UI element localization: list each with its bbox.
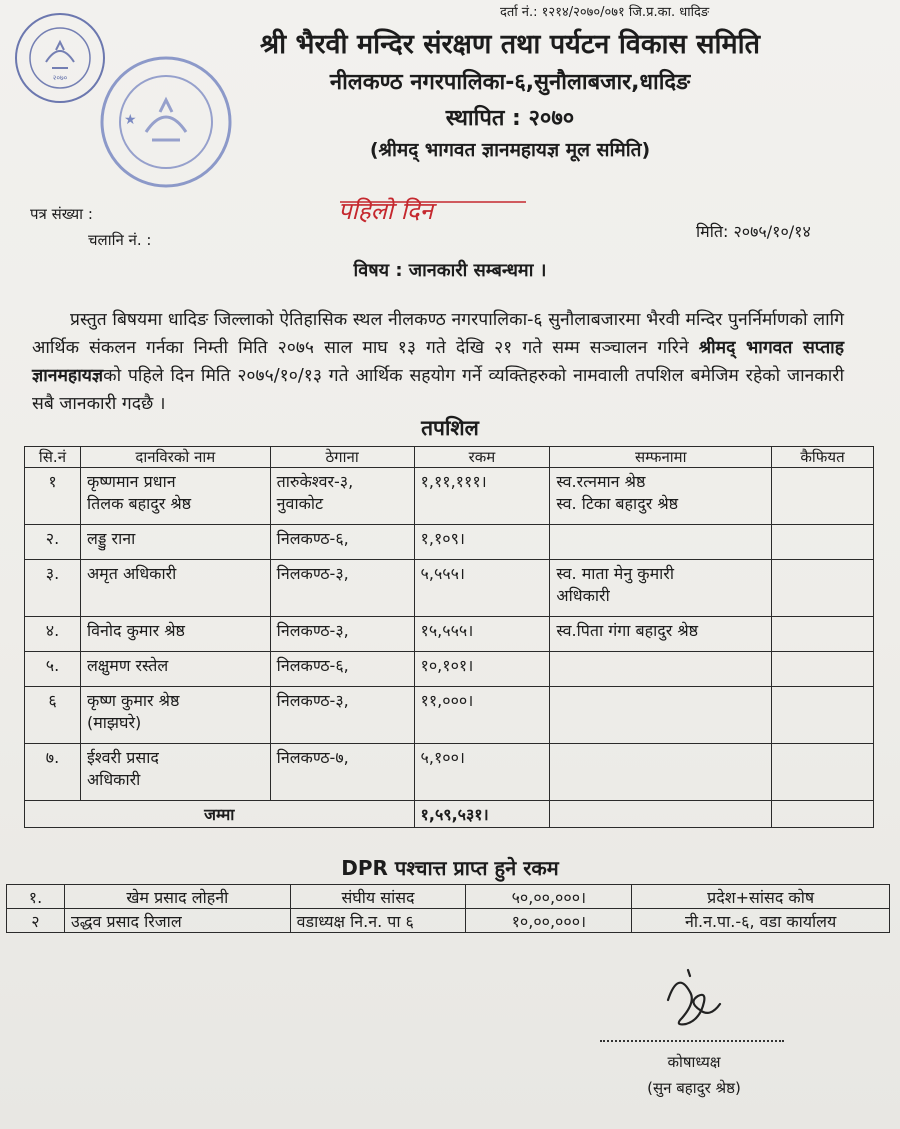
table-row <box>25 744 874 801</box>
total-label: जम्मा <box>25 801 415 828</box>
row-name-line1: कृष्णमान प्रधान <box>86 472 176 491</box>
signatory-name: (सुन बहादुर श्रेष्ठ) <box>647 1079 741 1097</box>
header-amount: रकम <box>414 447 550 468</box>
row-address: निलकण्ठ-६, <box>270 525 414 560</box>
table-row <box>25 687 874 744</box>
row-address <box>270 468 414 525</box>
row-memory <box>550 744 772 801</box>
row-address: निलकण्ठ-७, <box>270 744 414 801</box>
table-row <box>25 652 874 687</box>
table-header-row <box>25 447 874 468</box>
dpr-table <box>6 884 890 933</box>
table-title: तपशिल <box>421 416 479 440</box>
dpr-sn: १. <box>7 885 65 909</box>
dpr-source: नी.न.पा.-६, वडा कार्यालय <box>632 909 890 933</box>
row-address: निलकण्ठ-३, <box>270 560 414 617</box>
svg-text:२०७०: २०७० <box>52 74 68 82</box>
sub-committee: (श्रीमद् भागवत ज्ञानमहायज्ञ मूल समिति) <box>369 139 651 161</box>
dispatch-number-label: चलानि नं. : <box>88 231 152 249</box>
row-sn: ५. <box>25 652 81 687</box>
signature-line <box>600 1040 784 1042</box>
body-part-1: प्रस्तुत बिषयमा धादिङ जिल्लाको ऐतिहासिक स्थल नीलकण्ठ नगरपालिका-६ सुनौलाबजारमा भैरवी मन्दिर पुनर्निर्माणको लागि आर्थिक संकलन गर्नका निम्ती मिति २०७५ साल माघ १३ गते देखि २१ गते सम्म सञ्चालन गरिने <box>32 310 844 358</box>
row-amount: ११,०००। <box>414 687 550 744</box>
row-memory-line1: स्व. माता मेनु कुमारी <box>556 564 674 583</box>
body-part-2: को पहिले दिन मिति २०७५/१०/१३ गते आर्थिक सहयोग गर्ने व्यक्तिहरुको नामवाली तपशिल बमेजिम रहेको जानकारी सबै जानकारी गदछै । <box>32 366 844 414</box>
organization-title: श्री भैरवी मन्दिर संरक्षण तथा पर्यटन विकास समिति <box>260 29 760 60</box>
dpr-role: संघीय सांसद <box>290 885 466 909</box>
total-empty-cell <box>550 801 772 828</box>
row-name: विनोद कुमार श्रेष्ठ <box>80 617 270 652</box>
row-memory-line2: स्व. टिका बहादुर श्रेष्ठ <box>556 494 679 513</box>
dpr-title: DPR पश्चात्त प्राप्त हुने रकम <box>341 856 559 880</box>
table-row <box>25 468 874 525</box>
row-name-line2: तिलक बहादुर श्रेष्ठ <box>86 494 192 513</box>
row-amount: ५,५५५। <box>414 560 550 617</box>
letter-body <box>32 306 844 418</box>
body-bold-phrase: श्रीमद् भागवत सप्ताह ज्ञानमहायज्ञ <box>32 338 844 386</box>
letter-date: मिति: २०७५/१०/१४ <box>696 222 811 241</box>
table-row <box>25 560 874 617</box>
row-name: लड्डु राना <box>80 525 270 560</box>
row-sn: १ <box>25 468 81 525</box>
dpr-name: खेम प्रसाद लोहनी <box>64 885 290 909</box>
dpr-row <box>7 909 890 933</box>
row-address-line2: नुवाकोट <box>276 494 324 513</box>
reference-number-label: पत्र संख्या : <box>30 205 93 223</box>
row-remarks <box>772 525 874 560</box>
row-amount: ५,१००। <box>414 744 550 801</box>
table-row <box>25 525 874 560</box>
header-address: ठेगाना <box>270 447 414 468</box>
letter-subject: विषय : जानकारी सम्बन्धमा । <box>353 260 547 281</box>
row-name <box>80 744 270 801</box>
handwritten-signature-icon <box>648 960 738 1040</box>
row-name: लक्षुमण रस्तेल <box>80 652 270 687</box>
header-sn: सि.नं <box>25 447 81 468</box>
table-row <box>25 617 874 652</box>
row-name-line1: ईश्वरी प्रसाद <box>86 748 159 767</box>
row-address-line1: तारुकेश्वर-३, <box>276 472 354 491</box>
row-name: अमृत अधिकारी <box>80 560 270 617</box>
row-memory <box>550 687 772 744</box>
row-name-line2: (माझघरे) <box>86 713 142 732</box>
row-remarks <box>772 687 874 744</box>
row-amount: १०,१०१। <box>414 652 550 687</box>
registration-number: दर्ता नं.: १२१४/२०७०/०७१ जि.प्र.का. धादिङ <box>500 5 710 20</box>
header-remarks: कैफियत <box>772 447 874 468</box>
donor-table <box>24 446 874 828</box>
row-memory: स्व.पिता गंगा बहादुर श्रेष्ठ <box>550 617 772 652</box>
dpr-amount: १०,००,०००। <box>466 909 632 933</box>
header-donor-name: दानविरको नाम <box>80 447 270 468</box>
dpr-sn: २ <box>7 909 65 933</box>
row-address: निलकण्ठ-३, <box>270 617 414 652</box>
dpr-source: प्रदेश+सांसद कोष <box>632 885 890 909</box>
row-name <box>80 687 270 744</box>
row-amount: १,११,१११। <box>414 468 550 525</box>
established-year: स्थापित : २०७० <box>445 106 575 131</box>
row-sn: ३. <box>25 560 81 617</box>
dpr-name: उद्धव प्रसाद रिजाल <box>64 909 290 933</box>
total-row <box>25 801 874 828</box>
dpr-role: वडाध्यक्ष नि.न. पा ६ <box>290 909 466 933</box>
svg-text:★: ★ <box>124 112 137 128</box>
row-sn: ७. <box>25 744 81 801</box>
row-sn: ६ <box>25 687 81 744</box>
row-amount: १५,५५५। <box>414 617 550 652</box>
row-address: निलकण्ठ-३, <box>270 687 414 744</box>
row-amount: १,१०९। <box>414 525 550 560</box>
dpr-amount: ५०,००,०००। <box>466 885 632 909</box>
row-sn: २. <box>25 525 81 560</box>
dpr-row <box>7 885 890 909</box>
signatory-title: कोषाध्यक्ष <box>667 1053 721 1071</box>
row-memory-line2: अधिकारी <box>556 586 610 605</box>
total-amount: १,५९,५३१। <box>414 801 550 828</box>
total-empty-cell <box>772 801 874 828</box>
row-memory <box>550 652 772 687</box>
row-address: निलकण्ठ-६, <box>270 652 414 687</box>
row-name <box>80 468 270 525</box>
row-remarks <box>772 560 874 617</box>
committee-seal-icon <box>12 10 108 106</box>
row-memory-line1: स्व.रत्नमान श्रेष्ठ <box>556 472 646 491</box>
row-remarks <box>772 744 874 801</box>
row-memory <box>550 560 772 617</box>
row-remarks <box>772 468 874 525</box>
row-memory <box>550 525 772 560</box>
handwritten-day-note: पहिलो दिन <box>338 197 433 225</box>
row-sn: ४. <box>25 617 81 652</box>
row-name-line1: कृष्ण कुमार श्रेष्ठ <box>86 691 180 710</box>
underline-mark-icon <box>336 200 532 234</box>
row-name-line2: अधिकारी <box>86 770 141 789</box>
row-memory <box>550 468 772 525</box>
row-remarks <box>772 652 874 687</box>
row-remarks <box>772 617 874 652</box>
organization-address: नीलकण्ठ नगरपालिका-६,सुनौलाबजार,धादिङ <box>329 70 691 95</box>
header-in-memory: सम्फनामा <box>550 447 772 468</box>
